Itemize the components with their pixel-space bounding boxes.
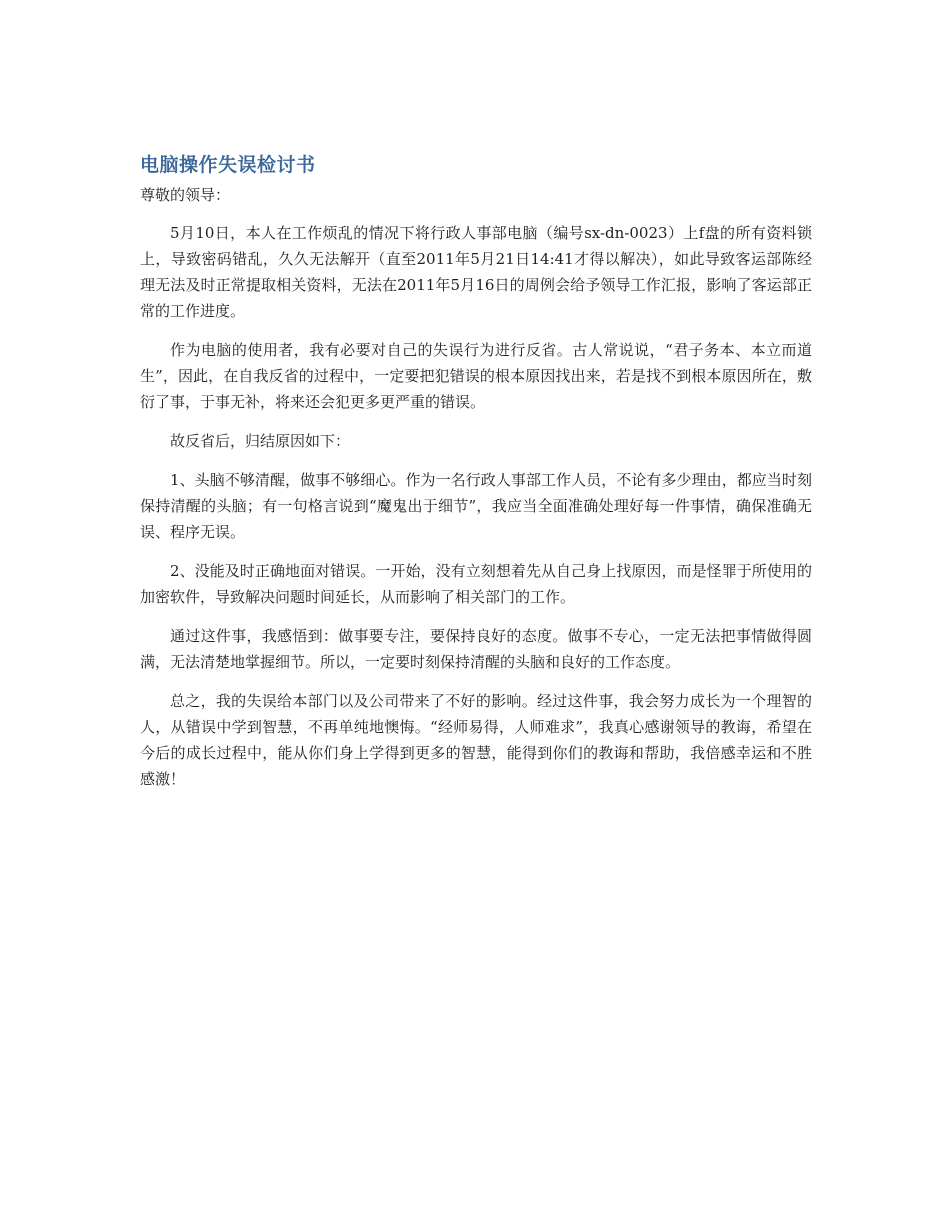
- paragraph-incident: 5月10日，本人在工作烦乱的情况下将行政人事部电脑（编号sx-dn-0023）上f盘的所有资料锁上，导致密码错乱，久久无法解开（直至2011年5月21日14:41才得以解决），如此导致客运部陈经理无法及时正常提取相关资料，无法在2011年5月16日的周例会给予领导工作汇报，影响了客运部正常的工作进度。: [140, 224, 812, 320]
- document-title: 电脑操作失误检讨书: [140, 154, 316, 176]
- paragraph-cause-2: 2、没能及时正确地面对错误。一开始，没有立刻想着先从自己身上找原因，而是怪罪于所使用的加密软件，导致解决问题时间延长，从而影响了相关部门的工作。: [140, 562, 812, 606]
- document-page: [140, 150, 812, 805]
- paragraph-cause-1: 1、头脑不够清醒，做事不够细心。作为一名行政人事部工作人员，不论有多少理由，都应当时刻保持清醒的头脑；有一句格言说到“魔鬼出于细节”，我应当全面准确处理好每一件事情，确保准确无误、程序无误。: [140, 471, 812, 541]
- paragraph-lesson: 通过这件事，我感悟到：做事要专注，要保持良好的态度。做事不专心，一定无法把事情做得圆满，无法清楚地掌握细节。所以，一定要时刻保持清醒的头脑和良好的工作态度。: [140, 627, 812, 671]
- salutation: 尊敬的领导：: [140, 186, 231, 204]
- paragraph-reflection: 作为电脑的使用者，我有必要对自己的失误行为进行反省。古人常说说，“君子务本、本立而道生”，因此，在自我反省的过程中，一定要把犯错误的根本原因找出来，若是找不到根本原因所在，敷衍了事，于事无补，将来还会犯更多更严重的错误。: [140, 341, 812, 411]
- paragraph-conclusion: 总之，我的失误给本部门以及公司带来了不好的影响。经过这件事，我会努力成长为一个理智的人，从错误中学到智慧，不再单纯地懊悔。“经师易得，人师难求”，我真心感谢领导的教诲，希望在今后的成长过程中，能从你们身上学得到更多的智慧，能得到你们的教诲和帮助，我倍感幸运和不胜感激！: [140, 692, 812, 788]
- paragraph-causes-intro: 故反省后，归结原因如下：: [170, 432, 351, 450]
